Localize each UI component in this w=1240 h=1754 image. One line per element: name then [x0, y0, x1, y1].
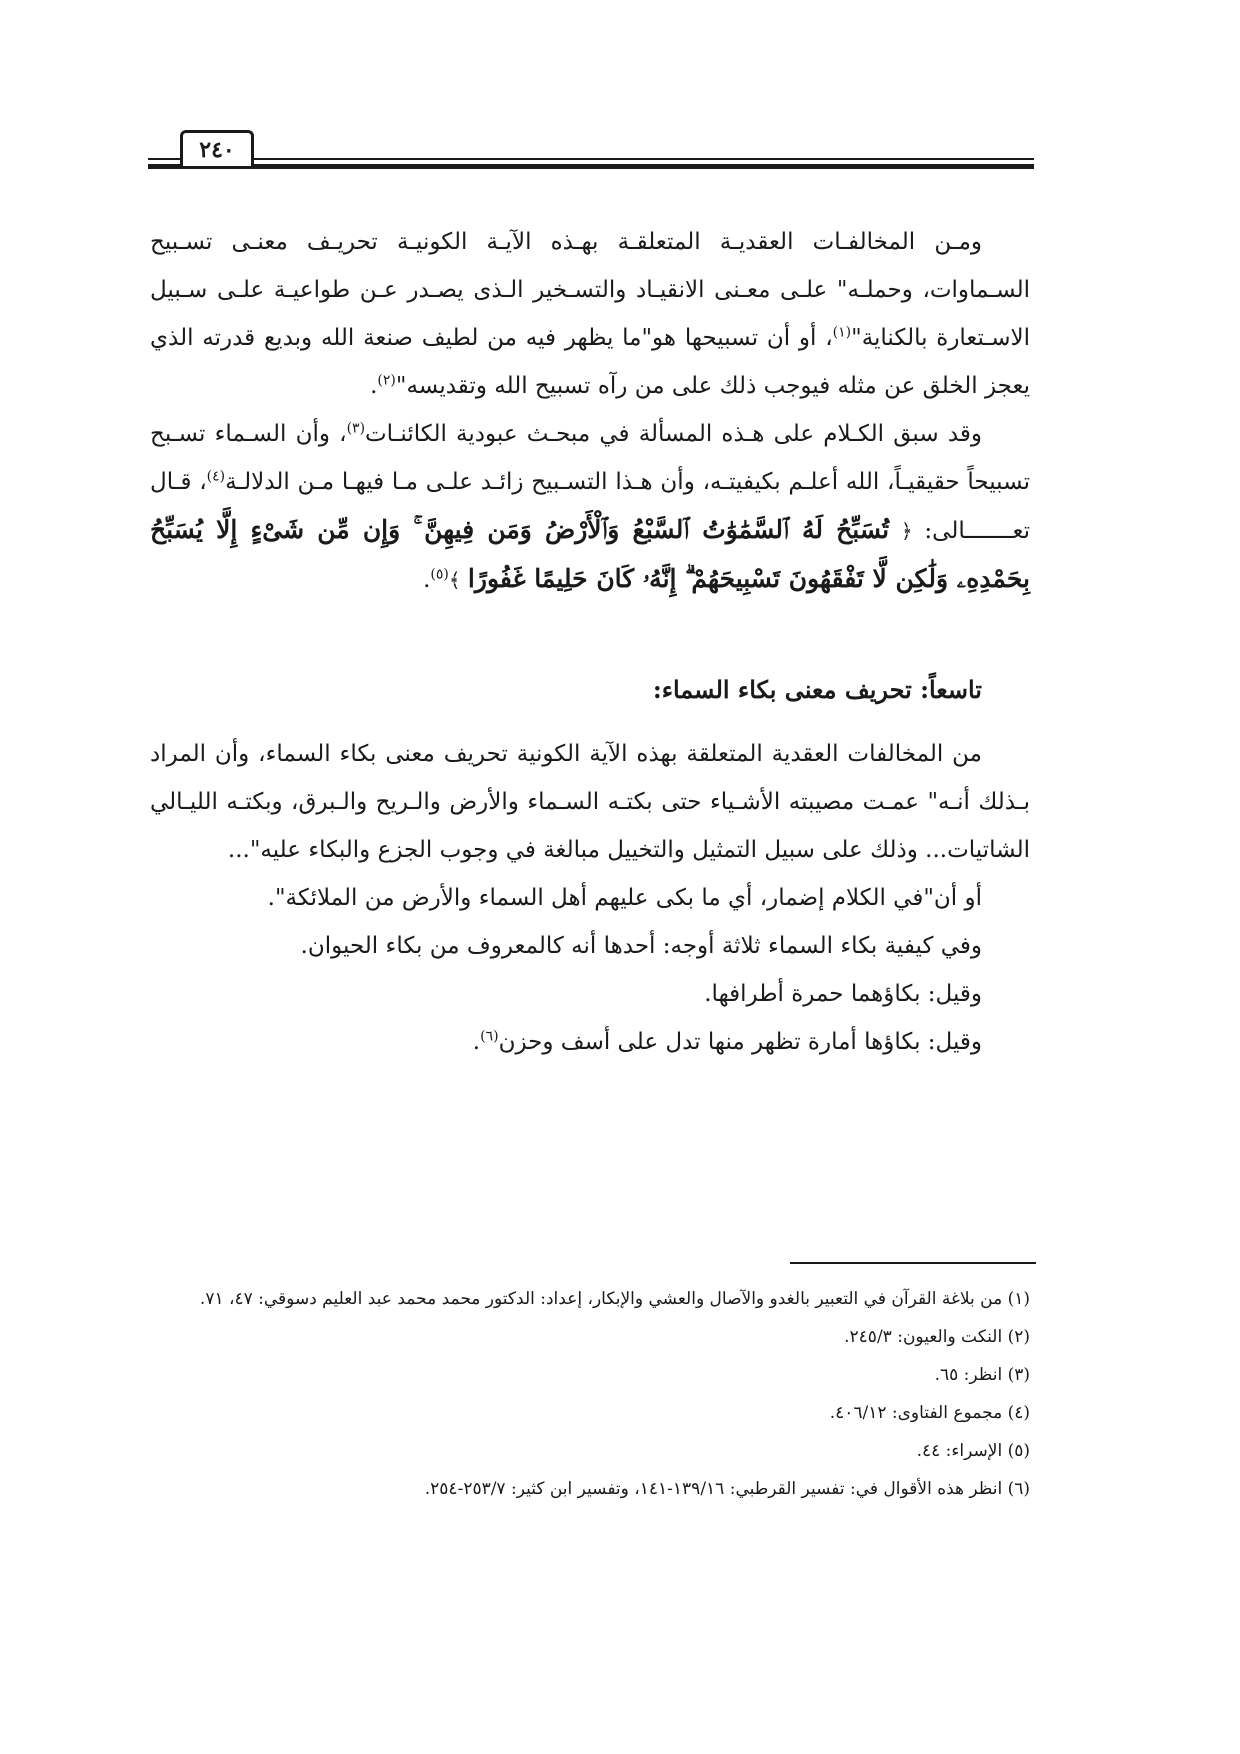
- page-header: [148, 130, 1034, 170]
- section-line: وقيل: بكاؤهما حمرة أطرافها.: [704, 981, 982, 1007]
- footnote-2: (٢) النكت والعيون: ٢٤٥/٣.: [844, 1327, 1030, 1347]
- footnote-5: (٥) الإسراء: ٤٤.: [916, 1441, 1030, 1461]
- footnote-separator: [790, 1262, 1036, 1264]
- quran-verse: تُسَبِّحُ لَهُ ٱلسَّمَٰوَٰتُ ٱلسَّبْعُ وَٱلْأَرْضُ وَمَن فِيهِنَّ ۚ وَإِن مِّن شَىْءٍ إِلَّا يُسَبِّحُ بِحَمْدِهِۦ وَلَٰكِن لَّا تَفْقَهُونَ تَسْبِيحَهُمْ ۗ إِنَّهُۥ كَانَ حَلِيمًا غَفُورًا: [150, 515, 1030, 593]
- header-rule-thin: [148, 158, 1034, 160]
- paragraph-text: ، وأن السـماء تسـبح تسبيحاً حقيقيـاً، الله أعلـم بكيفيتـه، وأن هـذا التسـبيح زائـد علـى مـا فيهـا مـن الدلالـة: [150, 421, 1030, 495]
- footnote-1: (١) من بلاغة القرآن في التعبير بالغدو والآصال والعشي والإبكار، إعداد: الدكتور محمد محمد عبد العليم دسوقي: ٤٧، ٧١.: [199, 1289, 1030, 1309]
- footnotes: [150, 1280, 1030, 1508]
- quran-bracket-open: ﴿: [900, 519, 913, 543]
- paragraph-text: وقد سبق الكـلام على هـذه المسألة في مبحـث عبودية الكائنـات: [365, 421, 982, 447]
- section-heading: تاسعاً: تحريف معنى بكاء السماء:: [652, 675, 982, 704]
- section-paragraph: من المخالفات العقدية المتعلقة بهذه الآية الكونية تحريف معنى بكاء السماء، وأن المراد بـذلك أنـه" عمـت مصيبته الأشـياء حتى بكتـه السـماء والأرض والـريح والـبرق، وبكتـه الليـالي الشاتيات... وذلك على سبيل التمثيل والتخييل مبالغة في وجوب الجزع والبكاء عليه"...: [150, 741, 1030, 863]
- footnote-6: (٦) انظر هذه الأقوال في: تفسير القرطبي: ١٣٩/١٦-١٤١، وتفسير ابن كثير: ٢٥٣/٧-٢٥٤.: [424, 1479, 1030, 1499]
- paragraph-text: ، أو أن تسبيحها هو"ما يظهر فيه من لطيف صنعة الله وبديع قدرته الذي يعجز الخلق عن مثله فيوجب ذلك على من رآه تسبيح الله وتقديسه": [150, 325, 1030, 399]
- footnote-ref-2[interactable]: (٢): [377, 372, 396, 389]
- paragraph-text: ومـن المخالفـات العقديـة المتعلقـة بهـذه الآيـة الكونيـة تحريـف معنـى تسـبيح السـماوات، وحملـه" علـى معـنى الانقيـاد والتسـخير الـذى يصـدر عـن طواعيـة علـى سـبيل الاسـتعارة بالكناية": [150, 229, 1030, 351]
- footnote-ref-5[interactable]: (٥): [430, 566, 449, 583]
- footnote-3: (٣) انظر: ٦٥.: [934, 1365, 1030, 1385]
- quran-bracket-close: ﴾: [448, 568, 461, 592]
- page-number: ٢٤٠: [180, 130, 254, 166]
- paragraph-text: ، قـال تعـــــــالى:: [150, 469, 1030, 544]
- paragraph-1: [150, 218, 1030, 410]
- footnote-ref-3[interactable]: (٣): [346, 420, 366, 437]
- main-text: [150, 218, 1030, 1066]
- footnote-ref-4[interactable]: (٤): [206, 468, 226, 485]
- line-end: .: [472, 1029, 481, 1055]
- section-line: [150, 1018, 1030, 1066]
- header-rule-thick: [148, 164, 1034, 169]
- footnote-ref-6[interactable]: (٦): [480, 1028, 499, 1045]
- paragraph-2: [150, 410, 1030, 604]
- section-line: أو أن"في الكلام إضمار، أي ما بكى عليهم أهل السماء والأرض من الملائكة".: [267, 885, 982, 911]
- paragraph-end: .: [370, 373, 378, 399]
- footnote-ref-1[interactable]: (١): [832, 324, 852, 341]
- line-text: وقيل: بكاؤها أمارة تظهر منها تدل على أسف وحزن: [498, 1029, 982, 1055]
- paragraph-end: .: [423, 567, 431, 593]
- footnote-4: (٤) مجموع الفتاوى: ٤٠٦/١٢.: [829, 1403, 1030, 1423]
- section-line: وفي كيفية بكاء السماء ثلاثة أوجه: أحدها أنه كالمعروف من بكاء الحيوان.: [300, 933, 982, 959]
